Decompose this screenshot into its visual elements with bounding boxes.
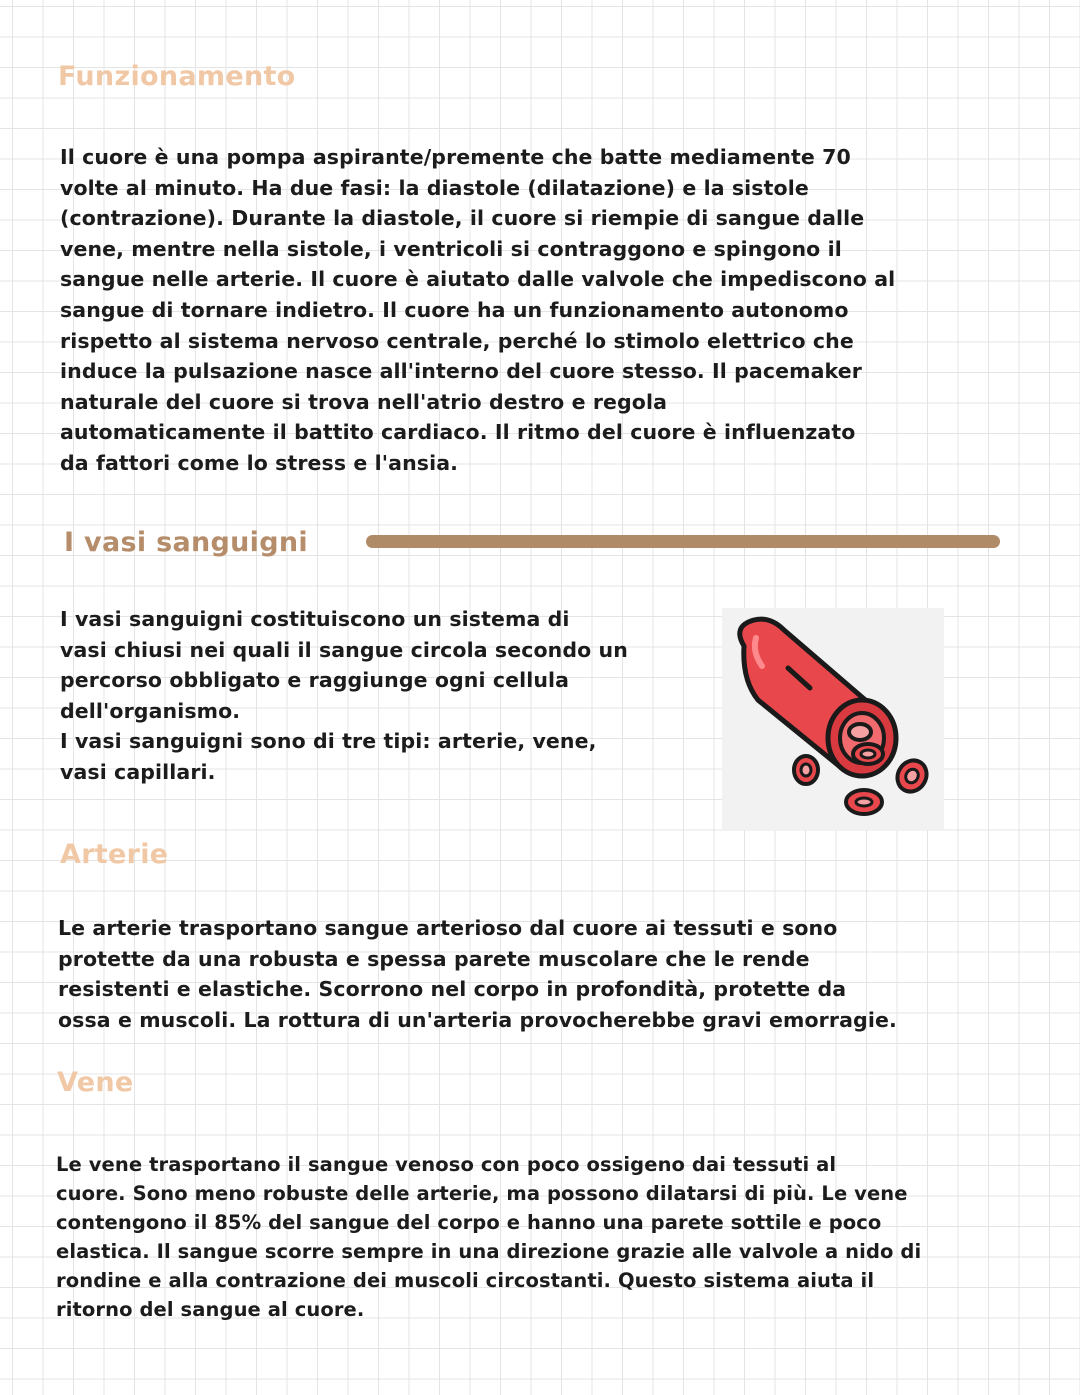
text-line: Le vene trasportano il sangue venoso con poco ossigeno dai tessuti al [56, 1153, 837, 1176]
text-line: ritorno del sangue al cuore. [56, 1298, 365, 1321]
heading-funzionamento: Funzionamento [58, 61, 296, 92]
text-line: Le arterie trasportano sangue arterioso dal cuore ai tessuti e sono [58, 916, 838, 940]
paragraph-vene [56, 1150, 921, 1324]
text-line: percorso obbligato e raggiunge ogni cellula [60, 668, 570, 693]
text-line: dell'organismo. [60, 698, 241, 723]
paragraph-funzionamento [60, 142, 895, 479]
text-line: da fattori come lo stress e l'ansia. [60, 450, 459, 475]
text-line: induce la pulsazione nasce all'interno del cuore stesso. Il pacemaker [60, 359, 862, 384]
text-line: I vasi sanguigni costituiscono un sistema di [60, 607, 570, 631]
text-line: vasi chiusi nei quali il sangue circola secondo un [60, 637, 628, 662]
text-line: rispetto al sistema nervoso centrale, perché lo stimolo elettrico che [60, 328, 854, 353]
text-line: contengono il 85% del sangue del corpo e hanno una parete sottile e poco [56, 1211, 882, 1234]
text-line: vene, mentre nella sistole, i ventricoli si contraggono e spingono il [60, 236, 842, 261]
heading-vasi-sanguigni: I vasi sanguigni [64, 527, 308, 558]
section-divider [366, 535, 1000, 548]
text-line: resistenti e elastiche. Scorrono nel corpo in profondità, protette da [58, 977, 847, 1002]
text-line: automaticamente il battito cardiaco. Il ritmo del cuore è influenzato [60, 420, 856, 445]
text-line: naturale del cuore si trova nell'atrio destro e regola [60, 389, 668, 414]
paragraph-arterie [58, 913, 897, 1035]
blood-vessel-illustration [722, 608, 944, 830]
text-line: I vasi sanguigni sono di tre tipi: arterie, vene, [60, 729, 597, 754]
heading-arterie: Arterie [60, 839, 169, 870]
text-line: Il cuore è una pompa aspirante/premente che batte mediamente 70 [60, 145, 851, 169]
text-line: ossa e muscoli. La rottura di un'arteria provocherebbe gravi emorragie. [58, 1007, 897, 1032]
text-line: volte al minuto. Ha due fasi: la diastole (dilatazione) e la sistole [60, 175, 809, 200]
text-line: (contrazione). Durante la diastole, il cuore si riempie di sangue dalle [60, 206, 865, 231]
text-line: protette da una robusta e spessa parete muscolare che le rende [58, 946, 810, 971]
heading-vene: Vene [57, 1067, 134, 1098]
text-line: cuore. Sono meno robuste delle arterie, ma possono dilatarsi di più. Le vene [56, 1182, 908, 1205]
text-line: elastica. Il sangue scorre sempre in una direzione grazie alle valvole a nido di [56, 1240, 922, 1263]
paragraph-vasi-sanguigni [60, 604, 628, 788]
text-line: sangue di tornare indietro. Il cuore ha un funzionamento autonomo [60, 297, 849, 322]
text-line: vasi capillari. [60, 759, 216, 784]
text-line: sangue nelle arterie. Il cuore è aiutato dalle valvole che impediscono al [60, 267, 896, 292]
blood-vessel-icon [722, 608, 944, 830]
text-line: rondine e alla contrazione dei muscoli circostanti. Questo sistema aiuta il [56, 1269, 875, 1292]
